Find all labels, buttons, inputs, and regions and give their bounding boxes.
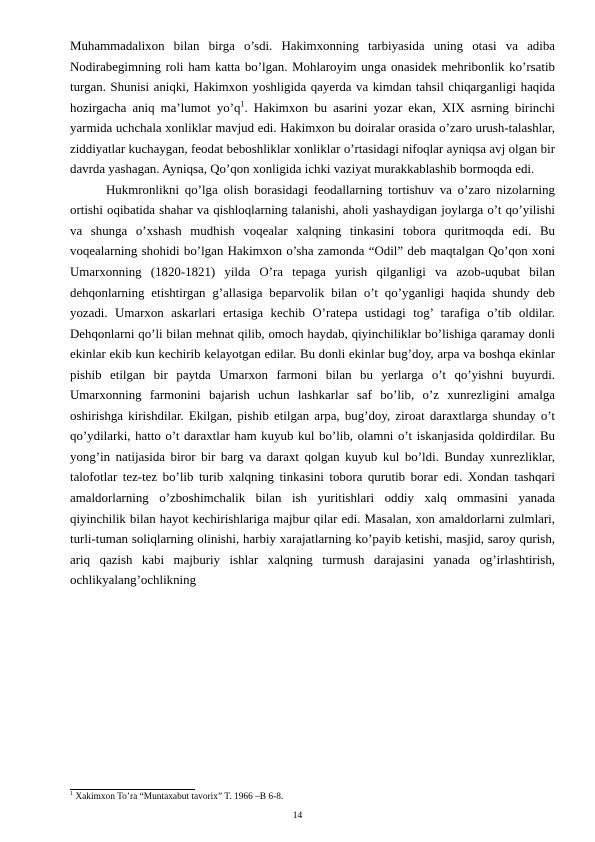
footnote [70, 791, 555, 803]
paragraph: Hukmronlikni qo’lga olish borasidagi feodallarning tortishuv va o’zaro nizolarning ortishi oqibatida shahar va qishloqlarning talanishi, aholi yashaydigan joylarga o’t qo’yilishi va shunga o’xshash mudhish voqealar xalqning tinkasini tobora quritmoqda edi. Bu voqealarning shohidi bo’lgan Hakimxon o’sha zamonda “Odil” deb maqtalgan Qo’qon xoni Umarxonning (1820-1821) yilda O’ra tepaga yurish qilganligi va azob-uqubat bilan dehqonlarning etishtirgan g’allasiga beparvolik bilan o’t qo’yganligi haqida shundy deb yozadi. Umarxon askarlari ertasiga kechib O’ratepa ustidagi tog’ tarafiga o’tib oldilar. Dehqonlarni qo’li bilan mehnat qilib, omoch haydab, qiyinchiliklar bo’lishiga qaramay donli ekinlar ekib kun kechirib kelayotgan edilar. Bu donli ekinlar bug’doy, arpa va boshqa ekinlar pishib etilgan bir paytda Umarxon farmoni bilan bu yerlarga o’t qo’yishni buyurdi. Umarxonning farmonini bajarish uchun lashkarlar saf bo’lib, o’z xunrezligini amalga oshirishga kirishdilar. Ekilgan, pishib etilgan arpa, bug’doy, ziroat daraxtlarga shunday o’t qo’ydilarki, hatto o’t daraxtlar ham kuyub kul bo’lib, olamni o’t iskanjasida qoldirdilar. Bu yong’in natijasida biror bir barg va daraxt qolgan kuyub kul bo’ldi. Bunday xunrezliklar, talofotlar tez-tez bo’lib turib xalqning tinkasini tobora qurutib borar edi. Xondan tashqari amaldorlarning o’zboshimchalik bilan ish yuritishlari oddiy xalq ommasini yanada qiyinchilik bilan hayot kechirishlariga majbur qilar edi. Masalan, xon amaldorlarni zulmlari, turli-tuman soliqlarning olinishi, harbiy xarajatlarning ko’payib ketishi, masjid, saroy qurish, ariq qazish kabi majburiy ishlar xalqning turmush darajasini yanada og’irlashtirish, ochlikyalang’ochlikning [70, 182, 555, 588]
paragraph-text: . Hakimxon bu asarini yozar ekan, XIX asrning birinchi yarmida uchchala xonliklar mavjud edi. Hakimxon bu doiralar orasida o’zaro urush-talashlar, ziddiyatlar kuchaygan, feodat beboshliklar xonliklar o’rtasidagi nifoqlar ayniqsa avj olgan bir davrda yashagan. Ayniqsa, Qo’qon xonligida ichki vaziyat murakkablashib bormoqda edi. [70, 100, 556, 177]
footnote-marker: 1 [70, 790, 73, 797]
page-body [70, 36, 555, 591]
footnote-text: Xakimxon To’ra “Muntaxabut tavorix” T. 1966 –B 6-8. [73, 792, 284, 802]
footnote-reference[interactable]: 1 [240, 99, 245, 109]
paragraph-text: Muhammadalixon bilan birga o’sdi. Hakimxonning tarbiyasida uning otasi va adiba Nodirabegimning roli ham katta bo’lgan. Mohlaroyim unga onasidek mehribonlik ko’rsatib turgan. Shunisi aniqki, Hakimxon yoshligida qayerda va kimdan tahsil chiqarganligi haqida hozirgacha aniq ma’lumot yo’q [70, 39, 555, 115]
page-number: 14 [292, 811, 303, 821]
footnote-divider [70, 789, 195, 790]
paragraph [70, 36, 555, 180]
